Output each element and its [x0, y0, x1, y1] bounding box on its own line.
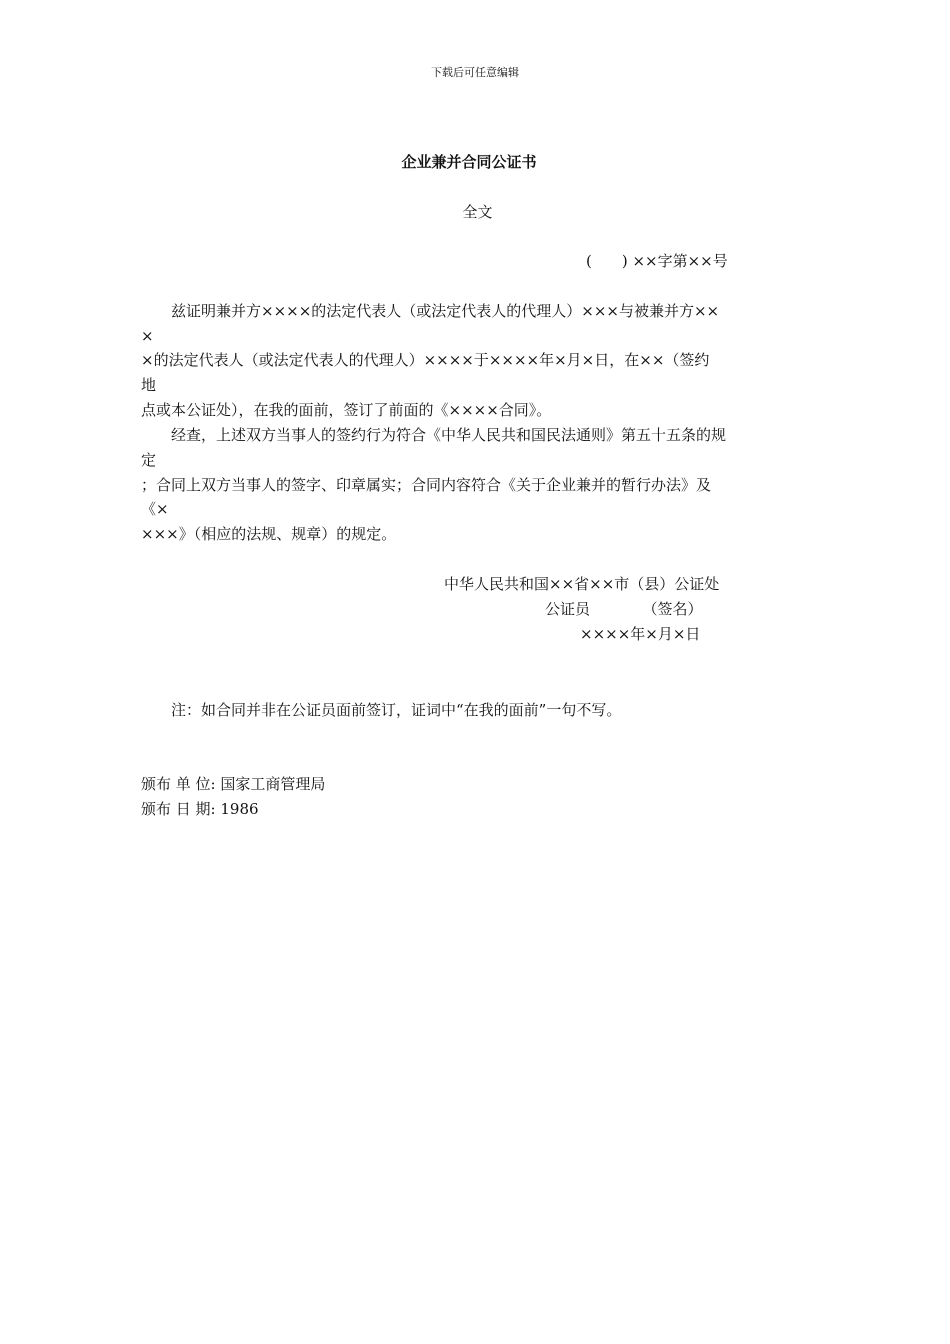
body-line: ×××》（相应的法规、规章）的规定。: [141, 525, 397, 543]
document-number: ( ) ××字第××号: [586, 252, 728, 270]
publication-date: 颁布 日 期: 1986: [141, 800, 259, 818]
body-line: 点或本公证处），在我的面前，签订了前面的《××××合同》。: [141, 401, 552, 419]
footnote: 注：如合同并非在公证员面前签订，证词中“在我的面前”一句不写。: [141, 701, 622, 719]
publication-unit: 颁布 单 位: 国家工商管理局: [141, 775, 326, 793]
body-line: ×的法定代表人（或法定代表人的代理人）××××于××××年×月×日，在××（签约: [141, 351, 710, 369]
body-line: 地: [141, 376, 157, 394]
document-subtitle: 全文: [462, 203, 493, 221]
body-line: 《×: [141, 500, 169, 518]
body-line: 定: [141, 451, 157, 469]
body-line: 兹证明兼并方××××的法定代表人（或法定代表人的代理人）×××与被兼并方××: [141, 302, 720, 320]
body-line: ；合同上双方当事人的签字、印章属实；合同内容符合《关于企业兼并的暂行办法》及: [141, 476, 712, 494]
body-line: ×: [141, 327, 154, 345]
notary-signature: 公证员 （签名）: [545, 600, 703, 618]
body-line: 经查，上述双方当事人的签约行为符合《中华人民共和国民法通则》第五十五条的规: [141, 426, 727, 444]
notary-date: ××××年×月×日: [580, 625, 701, 643]
document-title: 企业兼并合同公证书: [401, 153, 537, 171]
page-header-note: 下载后可任意编辑: [431, 66, 519, 79]
notary-office: 中华人民共和国××省××市（县）公证处: [444, 575, 720, 593]
